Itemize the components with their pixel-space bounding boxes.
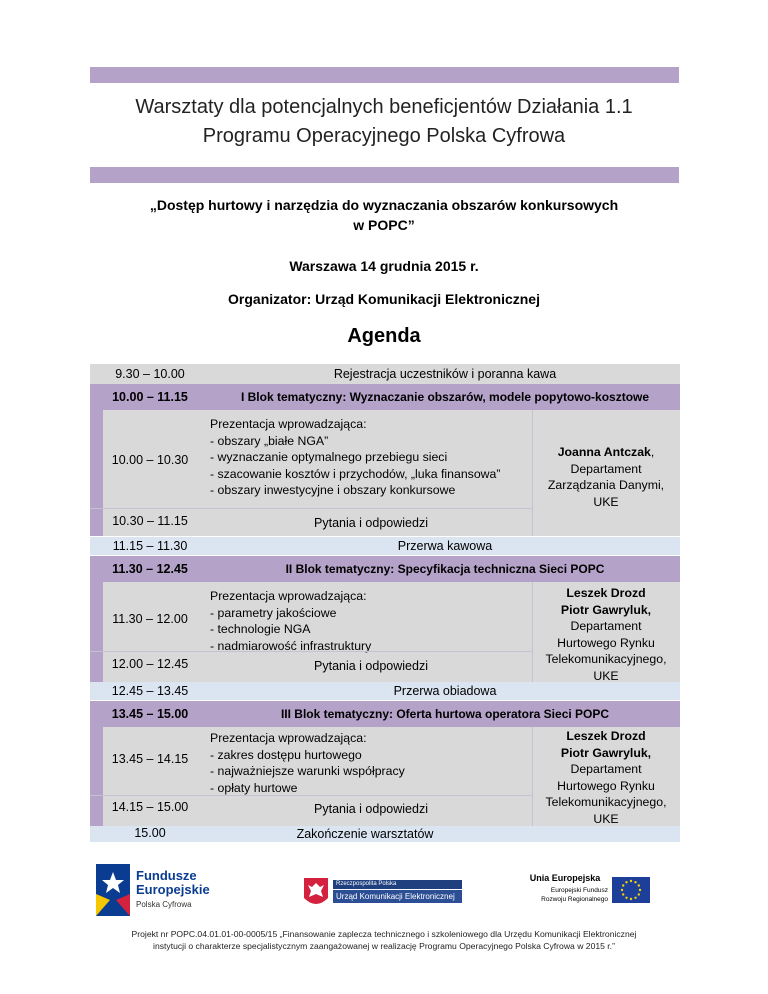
event-date: Warszawa 14 grudnia 2015 r. bbox=[289, 258, 479, 274]
end-text: Zakończenie warsztatów bbox=[296, 827, 434, 841]
block1-title: I Blok tematyczny: Wyznaczanie obszarów, modele popytowo-kosztowe bbox=[240, 390, 650, 404]
divider bbox=[90, 795, 532, 796]
speaker-name: Joanna Antczak bbox=[557, 445, 651, 459]
block2-title: II Blok tematyczny: Specyfikacja techniczna Sieci POPC bbox=[285, 562, 605, 576]
block3-qa-text: Pytania i odpowiedzi bbox=[314, 802, 428, 816]
uke-small-text: Rzeczpospolita Polska bbox=[333, 880, 462, 889]
block3-qa-time: 14.15 – 15.00 bbox=[111, 800, 189, 814]
break1-text: Przerwa kawowa bbox=[397, 539, 493, 553]
desc-line: - obszary inwestycyjne i obszary konkursowe bbox=[210, 483, 456, 497]
subtitle-line-1: „Dostęp hurtowy i narzędzia do wyznaczania obszarów konkursowych bbox=[149, 197, 619, 213]
registration-text-cell bbox=[210, 364, 680, 384]
speaker-line: Hurtowego Rynku bbox=[557, 635, 655, 650]
break1-time: 11.15 – 11.30 bbox=[112, 539, 188, 553]
block2-presentation-time: 11.30 – 12.00 bbox=[112, 612, 188, 626]
desc-line: - szacowanie kosztów i przychodów, „luka finansowa” bbox=[210, 466, 501, 481]
desc-line: - opłaty hurtowe bbox=[210, 780, 298, 795]
speaker-line: Telekomunikacyjnego, bbox=[545, 795, 667, 809]
speaker-name: Leszek Drozd bbox=[566, 586, 646, 600]
organizer: Organizator: Urząd Komunikacji Elektronicznej bbox=[228, 291, 540, 307]
speaker-line: Departament bbox=[570, 762, 642, 776]
speaker-name: Leszek Drozd bbox=[566, 729, 646, 743]
block1-time: 10.00 – 11.15 bbox=[112, 390, 188, 404]
subtitle-line-2: w POPC” bbox=[353, 217, 415, 233]
eu-title: Unia Europejska bbox=[529, 873, 601, 883]
speaker-line: UKE bbox=[593, 811, 619, 826]
speaker-line: Departament bbox=[570, 461, 642, 476]
speaker-line: Departament bbox=[570, 619, 642, 633]
desc-line: - najważniejsze warunki współpracy bbox=[210, 764, 405, 778]
desc-line: - nadmiarowość infrastruktury bbox=[210, 638, 372, 653]
agenda-heading: Agenda bbox=[347, 325, 421, 347]
block2-time: 11.30 – 12.45 bbox=[112, 562, 188, 576]
divider bbox=[532, 410, 533, 536]
uke-logo bbox=[302, 876, 462, 910]
block1-qa-text: Pytania i odpowiedzi bbox=[314, 516, 428, 530]
divider bbox=[90, 651, 532, 652]
eu-line-1: Europejski Fundusz bbox=[550, 887, 608, 894]
break2-time: 12.45 – 13.45 bbox=[111, 684, 189, 698]
block3-title-cell bbox=[210, 701, 680, 727]
block1-presentation-time: 10.00 – 10.30 bbox=[111, 453, 189, 467]
desc-line: - parametry jakościowe bbox=[210, 605, 337, 620]
footer-line-2: instytucji o charakterze specjalistycznym zaangażowanej w realizację Programu Operacyjnego Polska Cyfrowa w 2015 r.” bbox=[153, 941, 615, 951]
fe-text-3: Polska Cyfrowa bbox=[136, 900, 192, 909]
header-band-bottom bbox=[90, 167, 679, 183]
title-line-2: Programu Operacyjnego Polska Cyfrowa bbox=[202, 125, 566, 147]
registration-time: 9.30 – 10.00 bbox=[115, 367, 185, 381]
page-title bbox=[0, 93, 768, 151]
block1-title-cell bbox=[210, 384, 680, 410]
desc-line: - zakres dostępu hurtowego bbox=[210, 747, 362, 762]
block3-time: 13.45 – 15.00 bbox=[111, 707, 189, 721]
block2-presentation-desc bbox=[210, 588, 371, 654]
polish-eagle-icon bbox=[302, 876, 330, 910]
block2-speaker bbox=[532, 585, 680, 684]
fe-star-icon bbox=[96, 864, 130, 916]
desc-line: Prezentacja wprowadzająca: bbox=[210, 589, 367, 603]
speaker-name: Piotr Gawryluk, bbox=[560, 745, 652, 760]
eu-logo bbox=[522, 873, 652, 913]
end-time: 15.00 bbox=[134, 826, 166, 840]
divider bbox=[532, 582, 533, 682]
block3-presentation-desc bbox=[210, 730, 405, 796]
desc-line: Prezentacja wprowadzająca: bbox=[210, 731, 367, 745]
uke-name-text: Urząd Komunikacji Elektronicznej bbox=[333, 890, 462, 903]
block2-qa-time: 12.00 – 12.45 bbox=[111, 657, 189, 671]
fe-text-2: Europejskie bbox=[136, 882, 210, 897]
block2-title-cell bbox=[210, 556, 680, 582]
block1-qa-time: 10.30 – 11.15 bbox=[112, 514, 188, 528]
divider bbox=[532, 727, 533, 826]
project-footer bbox=[0, 928, 768, 952]
block1-time-cell bbox=[90, 384, 210, 410]
block3-speaker bbox=[532, 728, 680, 827]
block2-time-cell bbox=[90, 556, 210, 582]
title-line-1: Warsztaty dla potencjalnych beneficjentów Działania 1.1 bbox=[135, 96, 633, 118]
break2-text: Przerwa obiadowa bbox=[393, 684, 497, 698]
block3-title: III Blok tematyczny: Oferta hurtowa operatora Sieci POPC bbox=[280, 707, 610, 721]
registration-text: Rejestracja uczestników i poranna kawa bbox=[333, 367, 557, 381]
speaker-name: Piotr Gawryluk, bbox=[560, 602, 652, 617]
divider bbox=[90, 508, 532, 509]
speaker-line: UKE bbox=[593, 668, 619, 683]
footer-line-1: Projekt nr POPC.04.01.01-00-0005/15 „Finansowanie zaplecza technicznego i szkoleniowego dla Urzędu Komunikacji Elektronicznej bbox=[131, 929, 637, 939]
header-band-top bbox=[90, 67, 679, 83]
desc-line: - technologie NGA bbox=[210, 622, 311, 636]
eu-line-2: Rozwoju Regionalnego bbox=[541, 896, 608, 903]
block2-qa-text: Pytania i odpowiedzi bbox=[314, 659, 428, 673]
desc-line: - obszary „białe NGA” bbox=[210, 433, 329, 448]
workshop-subtitle bbox=[0, 195, 768, 235]
fe-text-1: Fundusze bbox=[136, 868, 197, 883]
block1-speaker: Joanna Antczak, Departament Zarządzania Danymi, UKE bbox=[532, 444, 680, 510]
speaker-line: Hurtowego Rynku bbox=[557, 778, 655, 793]
block1-presentation-desc bbox=[210, 416, 500, 499]
desc-line: Prezentacja wprowadzająca: bbox=[210, 417, 367, 431]
speaker-line: Telekomunikacyjnego, bbox=[545, 652, 667, 666]
block3-presentation-time: 13.45 – 14.15 bbox=[111, 752, 189, 766]
eu-flag-icon bbox=[612, 877, 650, 903]
fundusze-europejskie-logo bbox=[96, 862, 226, 918]
speaker-line: UKE bbox=[593, 494, 619, 509]
block3-time-cell bbox=[90, 701, 210, 727]
desc-line: - wyznaczanie optymalnego przebiegu sieci bbox=[210, 450, 448, 464]
speaker-line: Zarządzania Danymi, bbox=[547, 478, 665, 492]
registration-time-cell bbox=[90, 364, 210, 384]
